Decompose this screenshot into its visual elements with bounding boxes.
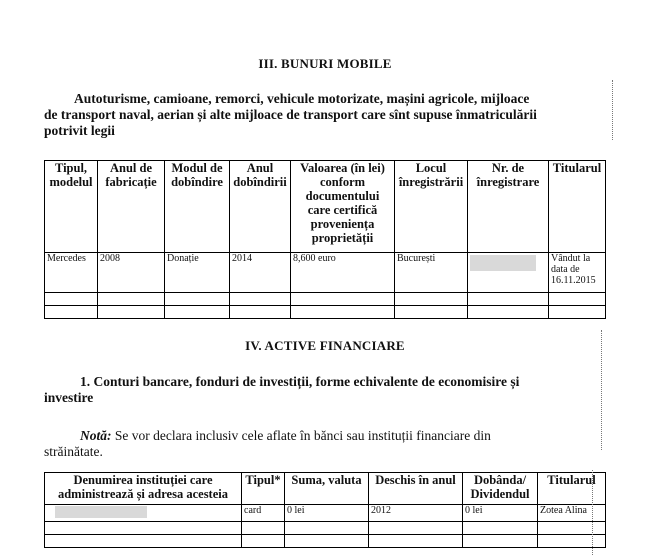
table-cell xyxy=(98,293,165,306)
table-cell xyxy=(45,535,242,548)
table-cell xyxy=(165,306,230,319)
table-cell xyxy=(538,535,606,548)
header-cell: Denumirea instituției care administrează și adresa acesteia xyxy=(45,473,242,505)
table-row xyxy=(45,505,606,522)
table-cell xyxy=(45,306,98,319)
table-cell xyxy=(291,293,395,306)
redaction-mark xyxy=(55,506,147,518)
header-cell: Suma, valuta xyxy=(285,473,369,505)
table-cell: 0 lei xyxy=(285,505,369,522)
table-cell xyxy=(395,293,468,306)
vehicles-table xyxy=(44,160,606,319)
table-cell-redacted xyxy=(45,505,242,522)
table-cell xyxy=(98,306,165,319)
table-cell xyxy=(285,522,369,535)
table-row xyxy=(45,535,606,548)
table-cell xyxy=(242,535,285,548)
section-3-intro-line-2: de transport naval, aerian și alte mijloace de transport care sînt supuse înmatriculării xyxy=(44,107,537,122)
table-cell: 2012 xyxy=(369,505,463,522)
section-3-title: III. BUNURI MOBILE xyxy=(258,56,392,71)
table-cell xyxy=(230,306,291,319)
table-cell: 8,600 euro xyxy=(291,253,395,293)
table-row xyxy=(45,306,606,319)
table-cell xyxy=(463,535,538,548)
table-cell xyxy=(242,522,285,535)
table-cell xyxy=(468,293,549,306)
table-cell xyxy=(369,535,463,548)
table-cell: Mercedes xyxy=(45,253,98,293)
note-label: Notă: xyxy=(80,428,112,443)
table-cell xyxy=(468,306,549,319)
header-cell: Anul de fabricație xyxy=(98,161,165,253)
table-cell: Donație xyxy=(165,253,230,293)
section-4-title: IV. ACTIVE FINANCIARE xyxy=(245,338,405,353)
table-cell xyxy=(45,293,98,306)
table-cell: 0 lei xyxy=(463,505,538,522)
table-cell: Vândut la data de 16.11.2015 xyxy=(549,253,606,293)
header-cell: Tipul, modelul xyxy=(45,161,98,253)
table-cell xyxy=(165,293,230,306)
table-row xyxy=(45,253,606,293)
header-cell: Deschis în anul xyxy=(369,473,463,505)
bank-accounts-table xyxy=(44,472,606,548)
table-cell xyxy=(291,306,395,319)
scan-artifact xyxy=(592,470,594,555)
note-line-2: străinătate. xyxy=(44,444,103,459)
table-cell xyxy=(463,522,538,535)
table-cell xyxy=(45,522,242,535)
section-4-sub-line-1: 1. Conturi bancare, fonduri de investiții, forme echivalente de economisire și xyxy=(80,374,520,389)
table-cell xyxy=(538,522,606,535)
table-cell: București xyxy=(395,253,468,293)
scan-artifact xyxy=(612,80,614,140)
table-cell: Zotea Alina xyxy=(538,505,606,522)
table-cell xyxy=(369,522,463,535)
table-row xyxy=(45,293,606,306)
redaction-mark xyxy=(470,255,536,271)
table-cell: 2014 xyxy=(230,253,291,293)
table-cell xyxy=(230,293,291,306)
table-cell xyxy=(395,306,468,319)
vehicles-table-header-row xyxy=(45,161,606,253)
header-cell: Valoarea (în lei) conform documentului care certifică proveniența proprietății xyxy=(291,161,395,253)
header-cell: Tipul* xyxy=(242,473,285,505)
header-cell: Dobânda/ Dividendul xyxy=(463,473,538,505)
header-cell: Titularul xyxy=(549,161,606,253)
header-cell: Nr. de înregistrare xyxy=(468,161,549,253)
header-cell: Modul de dobîndire xyxy=(165,161,230,253)
note-line-1 xyxy=(80,428,491,444)
table-cell-redacted xyxy=(468,253,549,293)
table-cell xyxy=(549,293,606,306)
table-cell: card xyxy=(242,505,285,522)
header-cell: Anul dobîndirii xyxy=(230,161,291,253)
section-3-intro-line-1: Autoturisme, camioane, remorci, vehicule motorizate, mașini agricole, mijloace xyxy=(74,91,530,106)
scan-artifact xyxy=(601,330,603,450)
table-row xyxy=(45,522,606,535)
table-cell xyxy=(285,535,369,548)
section-3-intro-line-3: potrivit legii xyxy=(44,123,115,138)
bank-table-header-row xyxy=(45,473,606,505)
table-cell xyxy=(549,306,606,319)
section-4-sub-line-2: investire xyxy=(44,390,94,405)
header-cell: Locul înregistrării xyxy=(395,161,468,253)
note-text: Se vor declara inclusiv cele aflate în bănci sau instituții financiare din xyxy=(114,428,491,443)
table-cell: 2008 xyxy=(98,253,165,293)
header-cell: Titularul xyxy=(538,473,606,505)
